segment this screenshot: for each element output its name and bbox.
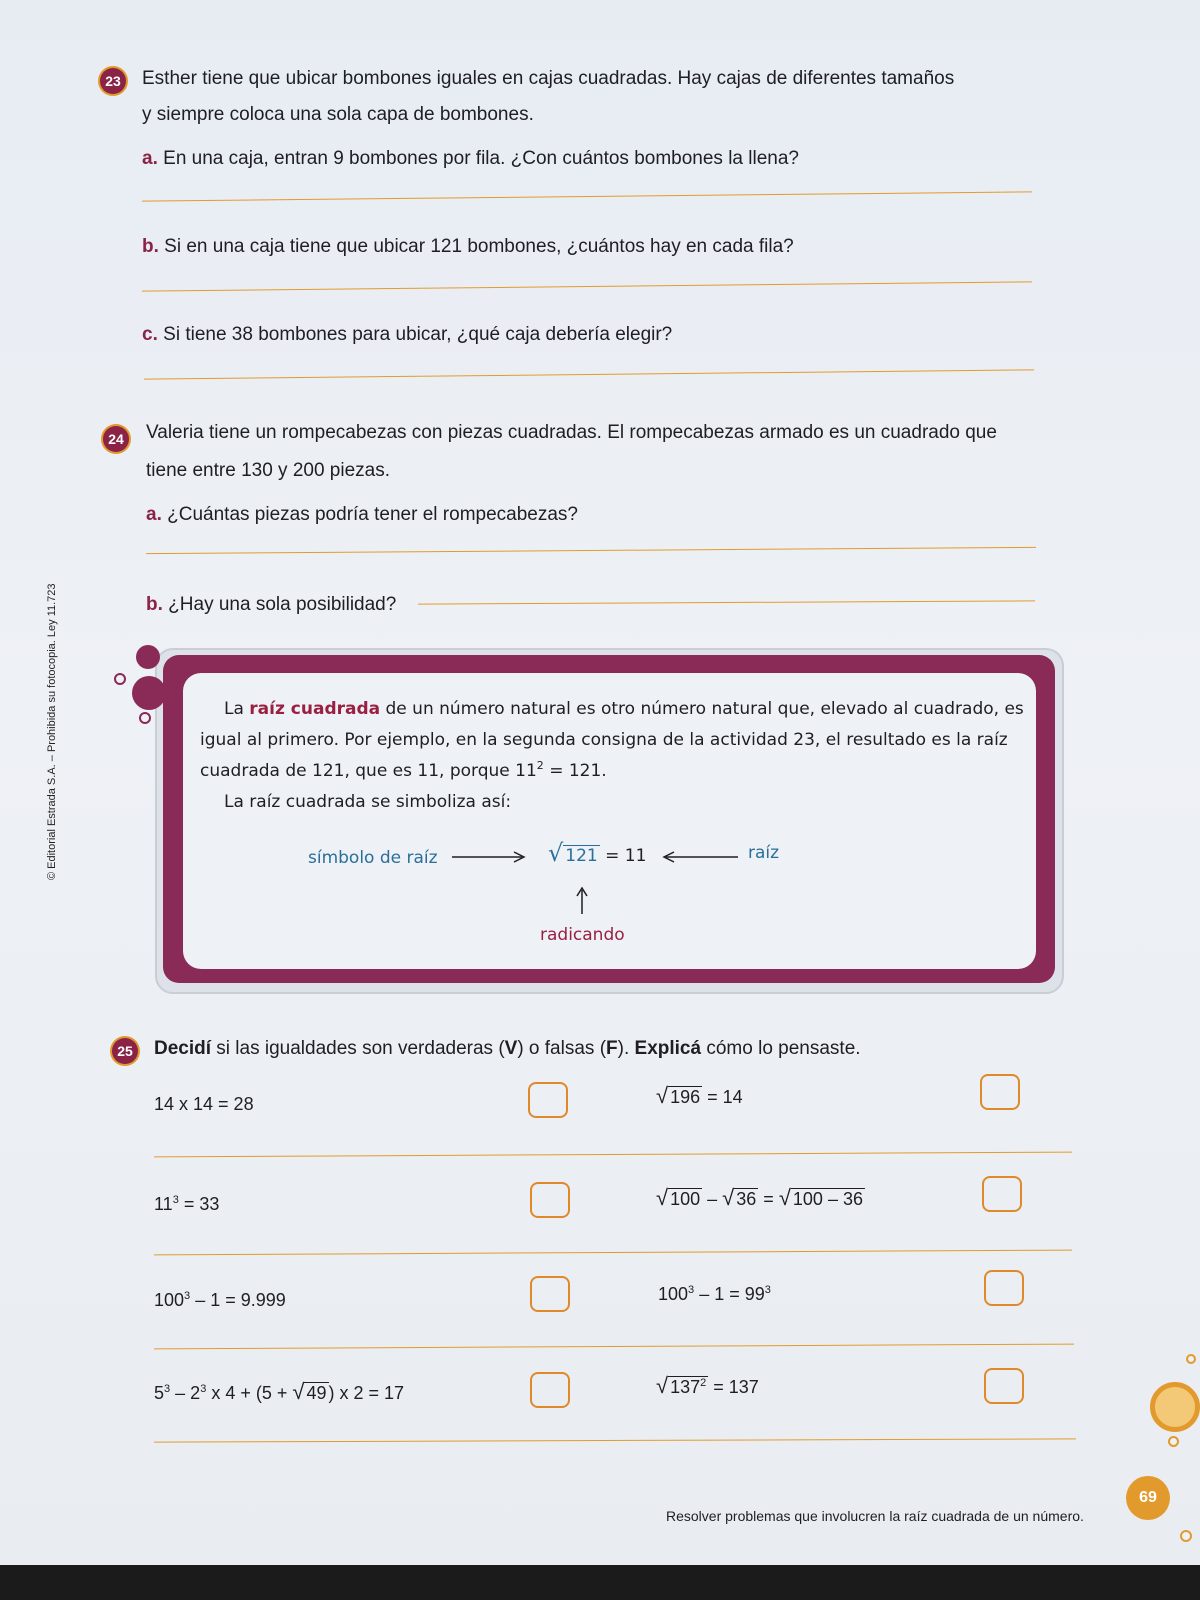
text: ) x 2 = 17 xyxy=(328,1383,405,1403)
text: = 14 xyxy=(707,1087,743,1107)
exponent: 3 xyxy=(200,1383,207,1395)
equality-4-left xyxy=(154,1380,404,1405)
label-radicand: radicando xyxy=(540,925,625,945)
root-symbol: √ xyxy=(722,1185,735,1210)
answer-line-25-3[interactable] xyxy=(154,1344,1074,1350)
text: ) o falsas ( xyxy=(517,1038,607,1059)
answer-line-24a[interactable] xyxy=(146,547,1036,554)
true-symbol: V xyxy=(504,1038,518,1059)
root-symbol: √ xyxy=(656,1185,669,1210)
checkbox-1-right[interactable] xyxy=(980,1074,1020,1110)
question-23c xyxy=(142,322,672,348)
sqrt-expression xyxy=(722,1186,758,1211)
question-letter: a. xyxy=(142,148,158,169)
text: = 121. xyxy=(543,761,607,781)
text: 100 xyxy=(658,1284,689,1304)
arrow-left-icon xyxy=(660,850,742,864)
text: – 1 = 9.999 xyxy=(195,1290,286,1310)
answer-line-25-4[interactable] xyxy=(154,1438,1076,1442)
radicand: 196 xyxy=(670,1087,701,1107)
checkbox-1-left[interactable] xyxy=(528,1082,568,1118)
activity-25-badge: 25 xyxy=(112,1038,138,1064)
checkbox-4-right[interactable] xyxy=(984,1368,1024,1404)
activity-23-intro-line-2: y siempre coloca una sola capa de bombones. xyxy=(142,104,534,125)
info-line-3 xyxy=(200,756,607,787)
checkbox-2-right[interactable] xyxy=(982,1176,1022,1212)
sqrt-expression xyxy=(656,1186,702,1211)
decor-ring xyxy=(139,712,151,724)
highlight-term: raíz cuadrada xyxy=(249,699,381,719)
label-symbol-of-root: símbolo de raíz xyxy=(308,848,438,868)
exponent: 2 xyxy=(536,759,544,772)
activity-24-intro-line-2: tiene entre 130 y 200 piezas. xyxy=(146,460,391,481)
exponent: 3 xyxy=(164,1383,171,1395)
equality-2-left xyxy=(154,1192,219,1216)
text: = 137 xyxy=(713,1377,759,1397)
text: ). xyxy=(617,1038,635,1059)
text: cuadrada de 121, que es 11, porque 11 xyxy=(200,761,537,781)
arrow-right-icon xyxy=(450,850,530,864)
radicand: 100 – 36 xyxy=(792,1189,863,1209)
question-text: En una caja, entran 9 bombones por fila. ¿Con cuántos bombones la llena? xyxy=(163,148,799,169)
exponent: 3 xyxy=(688,1284,695,1296)
question-24a xyxy=(146,502,578,528)
question-letter: b. xyxy=(146,594,163,615)
decor-ring xyxy=(1150,1382,1200,1432)
question-text: Si tiene 38 bombones para ubicar, ¿qué caja debería elegir? xyxy=(163,324,673,345)
checkbox-3-left[interactable] xyxy=(530,1276,570,1312)
exponent: 3 xyxy=(764,1284,771,1296)
checkbox-2-left[interactable] xyxy=(530,1182,570,1218)
copyright-side-text: © Editorial Estrada S.A. – Prohibida su fotocopia. Ley 11.723 xyxy=(46,583,58,880)
equality-4-right xyxy=(656,1374,759,1399)
root-result: = 11 xyxy=(605,846,647,866)
sqrt-expression xyxy=(656,1084,702,1109)
info-line-2: igual al primero. Por ejemplo, en la segunda consigna de la actividad 23, el resultado es la raíz xyxy=(200,730,1008,750)
sqrt-expression xyxy=(779,1186,865,1211)
exponent: 3 xyxy=(184,1290,191,1302)
radicand-value: 121 xyxy=(565,846,598,866)
answer-line-24b[interactable] xyxy=(418,600,1035,604)
text: = xyxy=(763,1189,774,1209)
answer-line-23c[interactable] xyxy=(144,369,1034,379)
root-symbol: √ xyxy=(292,1379,305,1404)
text: 137 xyxy=(670,1377,701,1397)
equality-3-right xyxy=(658,1282,771,1306)
exponent: 2 xyxy=(700,1377,707,1389)
decor-dot xyxy=(132,676,166,710)
radicand: 49 xyxy=(306,1383,327,1403)
equality-1-right xyxy=(656,1084,743,1109)
footer-objective: Resolver problemas que involucren la raíz cuadrada de un número. xyxy=(666,1508,1084,1524)
info-line-1 xyxy=(224,694,1024,725)
page-number: 69 xyxy=(1126,1476,1170,1520)
radicand xyxy=(668,1376,708,1397)
text: 100 xyxy=(154,1290,185,1310)
root-symbol: √ xyxy=(548,839,564,867)
activity-24-intro-line-1: Valeria tiene un rompecabezas con piezas cuadradas. El rompecabezas armado es un cuadrado que xyxy=(146,422,997,443)
sqrt-expression xyxy=(292,1380,328,1405)
question-24b xyxy=(146,592,396,618)
text: 11 xyxy=(154,1194,173,1214)
checkbox-3-right[interactable] xyxy=(984,1270,1024,1306)
false-symbol: F xyxy=(606,1038,618,1059)
root-symbol: √ xyxy=(656,1083,669,1108)
text: – 1 = 99 xyxy=(699,1284,765,1304)
question-23a xyxy=(142,146,799,172)
checkbox-4-left[interactable] xyxy=(530,1372,570,1408)
answer-line-23a[interactable] xyxy=(142,191,1032,201)
answer-line-23b[interactable] xyxy=(142,281,1032,291)
question-text: ¿Cuántas piezas podría tener el rompecabezas? xyxy=(167,504,578,525)
decor-dot xyxy=(136,645,160,669)
question-letter: c. xyxy=(142,324,158,345)
text: La xyxy=(224,699,250,719)
root-symbol: √ xyxy=(656,1373,669,1398)
radicand: 36 xyxy=(736,1189,757,1209)
equality-3-left xyxy=(154,1288,286,1312)
text: = 33 xyxy=(183,1194,220,1214)
question-text: ¿Hay una sola posibilidad? xyxy=(168,594,397,615)
info-line-4: La raíz cuadrada se simboliza así: xyxy=(224,792,512,812)
radicand: 100 xyxy=(670,1189,701,1209)
activity-24-badge: 24 xyxy=(103,426,129,452)
question-text: Si en una caja tiene que ubicar 121 bombones, ¿cuántos hay en cada fila? xyxy=(164,236,794,257)
decor-ring xyxy=(1168,1436,1179,1447)
question-letter: a. xyxy=(146,504,162,525)
label-root: raíz xyxy=(748,843,780,863)
question-23b xyxy=(142,234,794,260)
question-letter: b. xyxy=(142,236,159,257)
text: si las igualdades son verdaderas ( xyxy=(211,1038,505,1059)
text: Explicá xyxy=(634,1038,702,1059)
answer-line-25-1[interactable] xyxy=(154,1152,1072,1158)
sqrt-expression xyxy=(656,1374,708,1399)
text: x 4 + (5 + xyxy=(211,1383,288,1403)
text: cómo lo pensaste. xyxy=(701,1038,861,1059)
root-symbol: √ xyxy=(778,1185,791,1210)
activity-23-intro-line-1: Esther tiene que ubicar bombones iguales en cajas cuadradas. Hay cajas de diferentes tamaños xyxy=(142,68,955,89)
text: de un número natural es otro número natural que, elevado al cuadrado, es xyxy=(380,699,1024,719)
decor-ring xyxy=(114,673,126,685)
answer-line-25-2[interactable] xyxy=(154,1250,1072,1256)
text: 5 xyxy=(154,1383,165,1403)
equality-1-left: 14 x 14 = 28 xyxy=(154,1094,254,1114)
decor-ring xyxy=(1186,1354,1196,1364)
equality-2-right xyxy=(656,1186,865,1211)
text: – 2 xyxy=(175,1383,201,1403)
decor-ring xyxy=(1180,1530,1192,1542)
arrow-up-icon xyxy=(574,886,590,916)
root-expression xyxy=(548,838,646,872)
exponent: 3 xyxy=(172,1194,179,1206)
text: Decidí xyxy=(154,1038,212,1059)
activity-23-badge: 23 xyxy=(100,68,126,94)
text: – xyxy=(707,1189,718,1209)
activity-25-instruction xyxy=(154,1036,861,1062)
